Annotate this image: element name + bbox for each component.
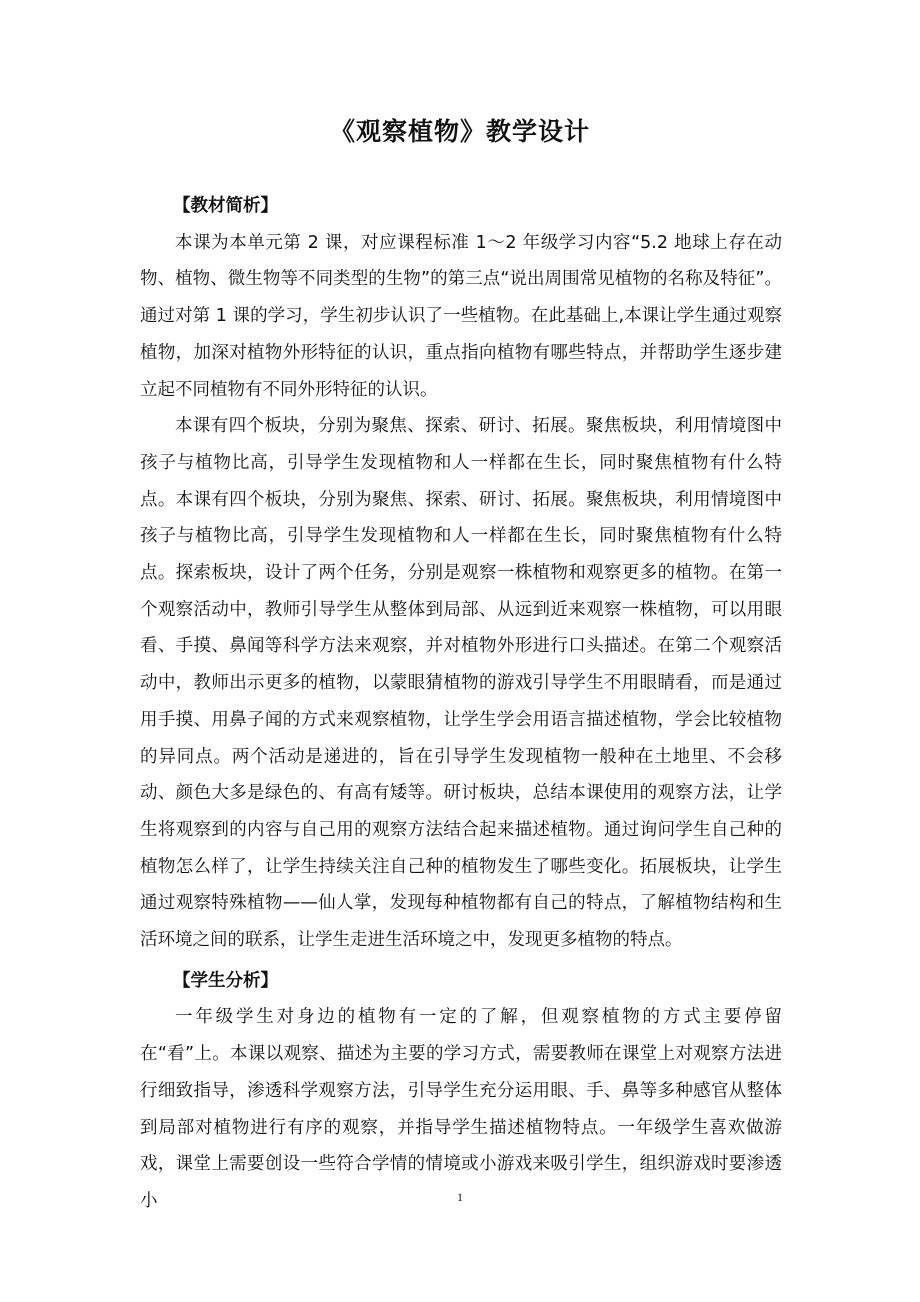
section-heading-student-analysis: 【学生分析】 xyxy=(173,970,278,991)
paragraph: 本课为本单元第 2 课，对应课程标准 1～2 年级学习内容“5.2 地球上存在动物、植物、微生物等不同类型的生物”的第三点“说出周围常见植物的名称及特征”。通过对第 1 课的学习，学生初步认识了一些植物。在此基础上,本课让学生通过观察植物，加深对植物外形特征的认识，重点指向植物有哪些特点，并帮助学生逐步建立起不同植物有不同外形特征的认识。 xyxy=(140,232,782,400)
page-number: 1 xyxy=(457,1190,463,1204)
document-title: 《观察植物》教学设计 xyxy=(329,117,590,146)
paragraph: 本课有四个板块，分别为聚焦、探索、研讨、拓展。聚焦板块，利用情境图中孩子与植物比高，引导学生发现植物和人一样都在生长，同时聚焦植物有什么特点。本课有四个板块，分别为聚焦、探索、研讨、拓展。聚焦板块，利用情境图中孩子与植物比高，引导学生发现植物和人一样都在生长，同时聚焦植物有什么特点。探索板块，设计了两个任务，分别是观察一株植物和观察更多的植物。在第一个观察活动中，教师引导学生从整体到局部、从远到近来观察一株植物，可以用眼看、手摸、鼻闻等科学方法来观察，并对植物外形进行口头描述。在第二个观察活动中，教师出示更多的植物，以蒙眼猜植物的游戏引导学生不用眼睛看，而是通过用手摸、用鼻子闻的方式来观察植物，让学生学会用语言描述植物，学会比较植物的异同点。两个活动是递进的，旨在引导学生发现植物一般种在土地里、不会移动、颜色大多是绿色的、有高有矮等。研讨板块，总结本课使用的观察方法，让学生将观察到的内容与自己用的观察方法结合起来描述植物。通过询问学生自己种的植物怎么样了，让学生持续关注自己种的植物发生了哪些变化。拓展板块，让学生通过观察特殊植物——仙人掌，发现每种植物都有自己的特点，了解植物结构和生活环境之间的联系，让学生走进生活环境之中，发现更多植物的特点。 xyxy=(140,416,782,951)
paragraph: 一年级学生对身边的植物有一定的了解，但观察植物的方式主要停留在“看”上。本课以观察、描述为主要的学习方式，需要教师在课堂上对观察方法进行细致指导，渗透科学观察方法，引导学生充分运用眼、手、鼻等多种感官从整体到局部对植物进行有序的观察，并指导学生描述植物特点。一年级学生喜欢做游戏，课堂上需要创设一些符合学情的情境或小游戏来吸引学生，组织游戏时要渗透小 xyxy=(140,1007,782,1211)
section-heading-textbook-analysis: 【教材简析】 xyxy=(173,196,278,216)
document-body xyxy=(140,188,782,1220)
